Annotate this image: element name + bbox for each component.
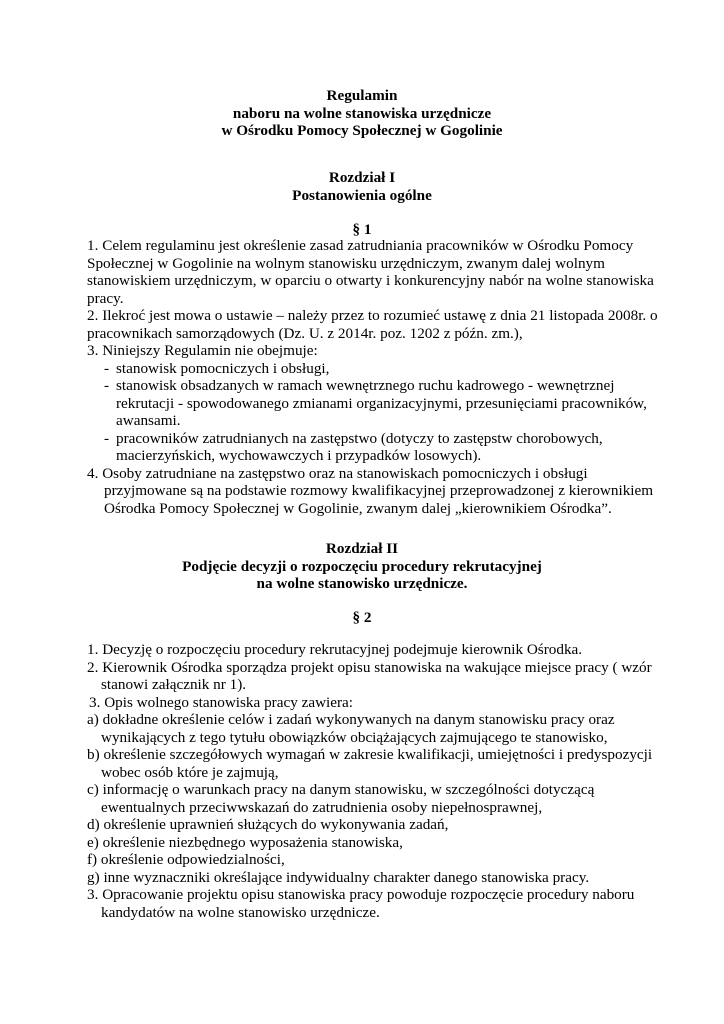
list-item-line: ewentualnych przeciwwskazań do zatrudnienia osoby niepełnosprawnej, [101,799,543,816]
list-item-line: d) określenie uprawnień służących do wykonywania zadań, [87,816,449,833]
paragraph-line: pracy. [87,290,124,307]
list-item-line: c) informację o warunkach pracy na danym stanowisku, w szczególności dotyczącą [87,781,595,798]
list-dash: - [104,377,110,394]
list-item-line: wynikających z tego tytułu obowiązków obciążających zajmującego te stanowisko, [101,729,608,746]
paragraph-line: przyjmowane są na podstawie rozmowy kwalifikacyjnej przeprowadzonej z kierownikiem [104,482,654,499]
paragraph-line: 3. Opis wolnego stanowiska pracy zawiera: [89,694,354,711]
paragraph-line: 2. Kierownik Ośrodka sporządza projekt opisu stanowiska na wakujące miejsce pracy ( wzór [87,659,652,676]
list-item-line: rekrutacji - spowodowanego zmianami organizacyjnymi, przesunięciami pracowników, [116,395,647,412]
chapter-2-heading: Rozdział II [325,540,399,557]
paragraph-line: 2. Ilekroć jest mowa o ustawie – należy przez to rozumieć ustawę z dnia 21 listopada 2008r. o [87,307,658,324]
list-item-line: stanowisk obsadzanych w ramach wewnętrznego ruchu kadrowego - wewnętrznej [116,377,615,394]
section-1-heading: § 1 [352,221,372,238]
list-item-line: wobec osób które je zajmują, [101,764,279,781]
paragraph-line: Ośrodka Pomocy Społecznej w Gogolinie, zwanym dalej „kierownikiem Ośrodka”. [104,500,612,517]
paragraph-line: 3. Niniejszy Regulamin nie obejmuje: [87,342,318,359]
list-item-line: stanowisk pomocniczych i obsługi, [116,360,330,377]
paragraph-line: 1. Decyzję o rozpoczęciu procedury rekrutacyjnej podejmuje kierownik Ośrodka. [87,641,583,658]
document-title: Regulamin [326,87,398,104]
list-item-line: a) dokładne określenie celów i zadań wykonywanych na danym stanowisku pracy oraz [87,711,615,728]
document-subtitle: naboru na wolne stanowiska urzędnicze [232,105,492,122]
list-dash: - [104,430,110,447]
list-item-line: b) określenie szczegółowych wymagań w zakresie kwalifikacji, umiejętności i predyspozycji [87,746,653,763]
paragraph-line: kandydatów na wolne stanowisko urzędnicze. [101,904,380,921]
paragraph-line: 3. Opracowanie projektu opisu stanowiska pracy powoduje rozpoczęcie procedury naboru [87,886,635,903]
list-item-line: g) inne wyznaczniki określające indywidualny charakter danego stanowiska pracy. [87,869,590,886]
chapter-2-subheading-cont: na wolne stanowisko urzędnicze. [256,575,468,592]
section-2-heading: § 2 [352,609,372,626]
list-dash: - [104,360,110,377]
paragraph-line: 4. Osoby zatrudniane na zastępstwo oraz na stanowiskach pomocniczych i obsługi [87,465,588,482]
paragraph-line: 1. Celem regulaminu jest określenie zasad zatrudniania pracowników w Ośrodku Pomocy [87,237,634,254]
list-item-line: pracowników zatrudnianych na zastępstwo (dotyczy to zastępstw chorobowych, [116,430,603,447]
list-item-line: e) określenie niezbędnego wyposażenia stanowiska, [87,834,403,851]
list-item-line: macierzyńskich, wychowawczych i przypadków losowych). [116,447,482,464]
document-subtitle-institution: w Ośrodku Pomocy Społecznej w Gogolinie [221,122,503,139]
list-item-line: f) określenie odpowiedzialności, [87,851,285,868]
paragraph-line: stanowi załącznik nr 1). [101,676,247,693]
chapter-2-subheading: Podjęcie decyzji o rozpoczęciu procedury rekrutacyjnej [182,558,542,575]
list-item-line: awansami. [116,412,181,429]
chapter-1-heading: Rozdział I [328,169,396,186]
paragraph-line: pracownikach samorządowych (Dz. U. z 2014r. poz. 1202 z późn. zm.), [87,325,523,342]
paragraph-line: Społecznej w Gogolinie na wolnym stanowisku urzędniczym, zwanym dalej wolnym [87,255,605,272]
paragraph-line: stanowiskiem urzędniczym, w oparciu o otwarty i konkurencyjny nabór na wolne stanowiska [87,272,654,289]
chapter-1-subheading: Postanowienia ogólne [292,187,432,204]
